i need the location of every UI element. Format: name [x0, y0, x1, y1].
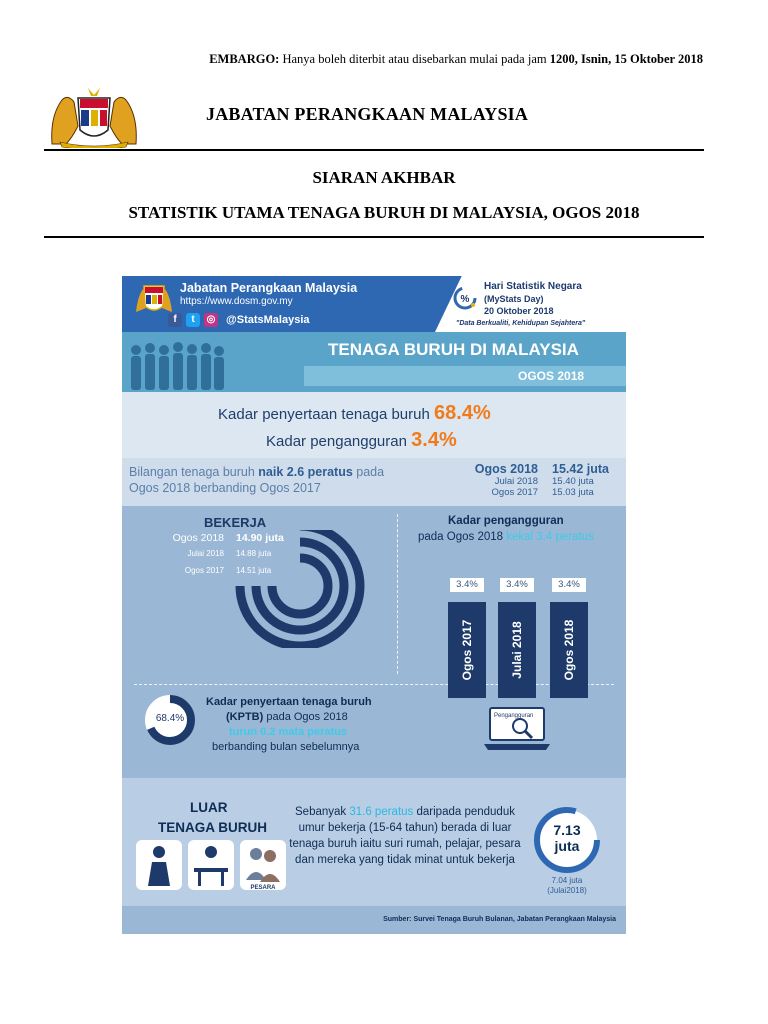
outside-text-pre: Sebanyak — [295, 806, 347, 818]
lfpr-label: Kadar penyertaan tenaga buruh — [218, 406, 430, 423]
mystats-logo-icon — [452, 285, 478, 311]
kptb-donut-value: 68.4% — [155, 713, 185, 724]
employed-title: BEKERJA — [204, 515, 267, 530]
unemployment-chart-title: Kadar pengangguran — [448, 515, 564, 527]
employed-value: 14.88 juta — [236, 549, 272, 558]
embargo-time: 1200, Isnin, 15 Oktober 2018 — [549, 52, 703, 66]
event-title: Hari Statistik Negara — [484, 281, 582, 292]
facebook-icon[interactable]: f — [168, 313, 182, 327]
retiree-icon — [240, 840, 286, 890]
unemployment-label: Kadar pengangguran — [266, 433, 407, 450]
unemployment-bar-label: Ogos 2017 — [460, 619, 474, 681]
dosm-name: Jabatan Perangkaan Malaysia — [180, 281, 358, 295]
key-rates — [122, 392, 626, 458]
instagram-icon[interactable]: ◎ — [204, 313, 218, 327]
outside-description — [282, 804, 528, 868]
infographic-header — [122, 276, 626, 332]
title-rule — [44, 236, 704, 238]
lf-row — [462, 487, 616, 498]
unemployment-value: 3.4% — [411, 429, 457, 451]
outside-value — [528, 822, 606, 854]
lf-text-post: pada Ogos 2018 berbanding Ogos 2017 — [129, 465, 385, 495]
unemployment-bar — [498, 578, 536, 679]
kptb-line4: berbanding bulan sebelumnya — [212, 741, 360, 753]
outside-value-number: 7.13 — [553, 822, 581, 838]
dosm-url[interactable]: https://www.dosm.gov.my — [180, 296, 293, 307]
title-banner — [122, 332, 626, 392]
kptb-abbrev: (KPTB) — [226, 711, 264, 723]
source-text: Sumber: Survei Tenaga Buruh Bulanan, Jabatan Perangkaan Malaysia — [383, 916, 616, 923]
outside-title-line1: LUAR — [190, 800, 228, 815]
outside-text-post: daripada penduduk umur bekerja (15-64 tahun) berada di luar tenaga buruh iaitu suri rumah, pelajar, pesara dan mereka yang tidak minat untuk bekerja — [289, 806, 521, 866]
unemployment-sub-highlight: kekal 3.4 peratus — [506, 531, 594, 543]
banner-month: OGOS 2018 — [518, 369, 585, 383]
workers-group-icon — [126, 340, 226, 392]
release-type: SIARAN AKHBAR — [312, 168, 456, 187]
laptop-label: Pengangguran — [494, 713, 534, 719]
lf-value: 15.40 juta — [552, 476, 594, 487]
infographic — [122, 276, 626, 934]
dosm-crest-icon — [134, 280, 174, 316]
labour-force-box — [122, 458, 626, 506]
social-links — [168, 313, 310, 327]
unemployment-sub-pre: pada Ogos 2018 — [418, 531, 504, 543]
unemployment-bar-fill — [498, 602, 536, 698]
lf-row — [462, 462, 616, 476]
outside-text-highlight: 31.6 peratus — [349, 806, 414, 818]
outside-title-line2: TENAGA BURUH — [158, 820, 267, 835]
section-divider-vertical — [397, 514, 398, 674]
lf-period: Julai 2018 — [494, 476, 538, 487]
malaysia-coat-of-arms-icon — [48, 86, 140, 148]
employed-period: Ogos 2018 — [172, 532, 224, 544]
unemployment-bar-value: 3.4% — [450, 578, 484, 592]
banner-title: TENAGA BURUH DI MALAYSIA — [328, 340, 579, 359]
lf-text-pre: Bilangan tenaga buruh — [129, 465, 255, 479]
embargo-text: Hanya boleh diterbit atau disebarkan mulai pada jam — [282, 52, 547, 66]
outside-labour-force-icons — [134, 838, 294, 892]
lf-period: Ogos 2018 — [474, 462, 538, 476]
release-title: STATISTIK UTAMA TENAGA BURUH DI MALAYSIA, OGOS 2018 — [128, 203, 640, 222]
retiree-label: PESARA — [250, 885, 276, 891]
lf-text-bold: naik 2.6 peratus — [258, 465, 353, 479]
social-handle[interactable]: @StatsMalaysia — [226, 314, 310, 326]
kptb-line3: turun 0.2 mata peratus — [229, 726, 347, 738]
event-date: 20 Oktober 2018 — [484, 306, 554, 316]
employed-arcs-graphic — [230, 530, 382, 648]
outside-previous — [528, 876, 606, 896]
event-tagline: "Data Berkualiti, Kehidupan Sejahtera" — [456, 320, 586, 327]
employed-arc-inner — [272, 558, 328, 614]
header-rule — [44, 149, 704, 151]
kptb-line2 — [226, 711, 348, 723]
unemployment-bar-label: Ogos 2018 — [562, 619, 576, 681]
outside-prev-period: (Julai2018) — [547, 886, 587, 895]
lf-row — [462, 476, 616, 487]
labour-force-table — [462, 462, 616, 498]
employed-value: 14.51 juta — [236, 566, 272, 575]
twitter-icon[interactable]: t — [186, 313, 200, 327]
unemployment-bar-fill — [550, 602, 588, 698]
employed-value: 14.90 juta — [236, 532, 284, 544]
embargo-notice — [0, 52, 703, 67]
lf-value: 15.03 juta — [552, 487, 594, 498]
agency-name: JABATAN PERANGKAAN MALAYSIA — [206, 104, 529, 124]
svg-text:%: % — [460, 294, 470, 305]
event-subtitle: (MyStats Day) — [484, 294, 544, 304]
labour-force-text — [129, 464, 399, 496]
unemployment-chart-subtitle — [418, 531, 594, 543]
employed-period: Julai 2018 — [187, 549, 224, 558]
unemployment-bar — [448, 578, 486, 681]
outside-value-unit: juta — [554, 838, 580, 854]
source-footer — [122, 906, 626, 934]
lf-value: 15.42 juta — [552, 462, 609, 476]
unemployment-bar-value: 3.4% — [500, 578, 534, 592]
employed-period: Ogos 2017 — [184, 566, 224, 575]
section-divider-horizontal — [134, 684, 614, 685]
kptb-line2-rest: pada Ogos 2018 — [266, 711, 348, 723]
laptop-magnifier-icon — [482, 704, 552, 754]
unemployment-line — [266, 429, 457, 452]
lf-period: Ogos 2017 — [491, 487, 538, 498]
embargo-label: EMBARGO: — [209, 52, 280, 66]
lfpr-line — [218, 402, 491, 425]
lfpr-value: 68.4% — [434, 402, 491, 424]
unemployment-bar — [550, 578, 588, 681]
unemployment-bar-fill — [448, 602, 486, 698]
unemployment-bar-label: Julai 2018 — [510, 621, 524, 679]
kptb-line1: Kadar penyertaan tenaga buruh — [206, 696, 372, 708]
outside-prev-value: 7.04 juta — [551, 876, 583, 885]
unemployment-bar-value: 3.4% — [552, 578, 586, 592]
